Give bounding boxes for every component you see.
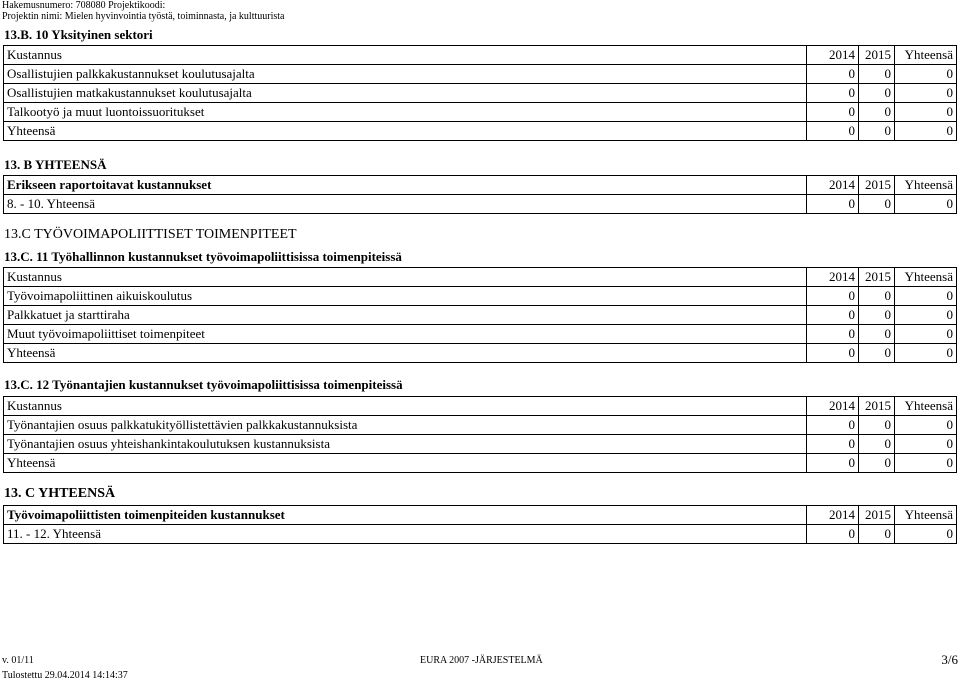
column-header-2014: 2014 — [807, 268, 859, 287]
row-label: Palkkatuet ja starttiraha — [4, 306, 807, 325]
table-total-row — [4, 122, 957, 141]
footer-printed: Tulostettu 29.04.2014 14:14:37 — [2, 670, 128, 681]
table-total-row — [4, 525, 957, 544]
column-header-cost: Työvoimapoliittisten toimenpiteiden kustannukset — [4, 506, 807, 525]
value-total: 0 — [895, 416, 957, 435]
value-2014: 0 — [807, 287, 859, 306]
section-title-b10: 13.B. 10 Yksityinen sektori — [4, 27, 153, 42]
value-2014: 0 — [807, 435, 859, 454]
value-2015: 0 — [859, 416, 895, 435]
row-label: Talkootyö ja muut luontoissuoritukset — [4, 103, 807, 122]
value-2015: 0 — [859, 84, 895, 103]
column-header-2015: 2015 — [859, 397, 895, 416]
table-c12 — [3, 396, 957, 473]
table-total-row — [4, 454, 957, 473]
row-label: Osallistujien matkakustannukset koulutusajalta — [4, 84, 807, 103]
section-title-c11: 13.C. 11 Työhallinnon kustannukset työvoimapoliittisissa toimenpiteissä — [4, 249, 402, 264]
value-total: 0 — [895, 122, 957, 141]
table-header-row — [4, 268, 957, 287]
table-total-row — [4, 195, 957, 214]
column-header-2015: 2015 — [859, 46, 895, 65]
row-label: 8. - 10. Yhteensä — [4, 195, 807, 214]
row-label: 11. - 12. Yhteensä — [4, 525, 807, 544]
row-label: Osallistujien palkkakustannukset koulutusajalta — [4, 65, 807, 84]
column-header-total: Yhteensä — [895, 46, 957, 65]
column-header-2014: 2014 — [807, 176, 859, 195]
value-2014: 0 — [807, 416, 859, 435]
section-title-c-total: 13. C YHTEENSÄ — [4, 486, 116, 501]
column-header-total: Yhteensä — [895, 176, 957, 195]
value-total: 0 — [895, 306, 957, 325]
table-header-row — [4, 46, 957, 65]
table-row — [4, 306, 957, 325]
row-label: Työnantajien osuus palkkatukityöllistettävien palkkakustannuksista — [4, 416, 807, 435]
value-2014: 0 — [807, 306, 859, 325]
table-total-row — [4, 344, 957, 363]
column-header-total: Yhteensä — [895, 506, 957, 525]
column-header-2014: 2014 — [807, 397, 859, 416]
row-label: Työnantajien osuus yhteishankintakoulutuksen kustannuksista — [4, 435, 807, 454]
column-header-cost: Kustannus — [4, 397, 807, 416]
project-name: Projektin nimi: Mielen hyvinvointia työstä, toiminnasta, ja kulttuurista — [2, 11, 285, 22]
column-header-2015: 2015 — [859, 268, 895, 287]
footer-version: v. 01/11 — [2, 655, 34, 666]
table-row — [4, 435, 957, 454]
row-label: Muut työvoimapoliittiset toimenpiteet — [4, 325, 807, 344]
value-total: 0 — [895, 65, 957, 84]
value-2015: 0 — [859, 525, 895, 544]
table-c11 — [3, 267, 957, 363]
row-label: Työvoimapoliittinen aikuiskoulutus — [4, 287, 807, 306]
table-header-row — [4, 176, 957, 195]
value-2015: 0 — [859, 195, 895, 214]
value-total: 0 — [895, 454, 957, 473]
table-c-total — [3, 505, 957, 544]
table-row — [4, 325, 957, 344]
column-header-cost: Kustannus — [4, 268, 807, 287]
value-2014: 0 — [807, 84, 859, 103]
application-number: Hakemusnumero: 708080 Projektikoodi: — [2, 0, 166, 11]
column-header-2014: 2014 — [807, 46, 859, 65]
column-header-2014: 2014 — [807, 506, 859, 525]
value-2014: 0 — [807, 122, 859, 141]
section-title-c: 13.C TYÖVOIMAPOLIITTISET TOIMENPITEET — [4, 227, 297, 242]
value-2015: 0 — [859, 306, 895, 325]
column-header-cost: Erikseen raportoitavat kustannukset — [4, 176, 807, 195]
table-row — [4, 287, 957, 306]
value-2015: 0 — [859, 65, 895, 84]
value-total: 0 — [895, 195, 957, 214]
value-total: 0 — [895, 287, 957, 306]
value-2014: 0 — [807, 325, 859, 344]
column-header-total: Yhteensä — [895, 397, 957, 416]
footer-system: EURA 2007 -JÄRJESTELMÄ — [420, 655, 543, 666]
value-2014: 0 — [807, 525, 859, 544]
table-b10 — [3, 45, 957, 141]
table-row — [4, 65, 957, 84]
table-row — [4, 416, 957, 435]
value-total: 0 — [895, 103, 957, 122]
section-title-b-total: 13. B YHTEENSÄ — [4, 157, 107, 172]
table-b-total — [3, 175, 957, 214]
row-label: Yhteensä — [4, 344, 807, 363]
value-2014: 0 — [807, 195, 859, 214]
value-total: 0 — [895, 84, 957, 103]
table-row — [4, 103, 957, 122]
table-row — [4, 84, 957, 103]
footer-page-number: 3/6 — [941, 652, 958, 667]
value-2015: 0 — [859, 454, 895, 473]
column-header-2015: 2015 — [859, 506, 895, 525]
value-2015: 0 — [859, 435, 895, 454]
table-header-row — [4, 397, 957, 416]
value-2014: 0 — [807, 344, 859, 363]
column-header-2015: 2015 — [859, 176, 895, 195]
value-2015: 0 — [859, 325, 895, 344]
column-header-total: Yhteensä — [895, 268, 957, 287]
row-label: Yhteensä — [4, 454, 807, 473]
value-2014: 0 — [807, 454, 859, 473]
value-total: 0 — [895, 325, 957, 344]
value-total: 0 — [895, 525, 957, 544]
value-2015: 0 — [859, 287, 895, 306]
value-total: 0 — [895, 344, 957, 363]
table-header-row — [4, 506, 957, 525]
value-total: 0 — [895, 435, 957, 454]
value-2014: 0 — [807, 103, 859, 122]
value-2015: 0 — [859, 122, 895, 141]
value-2015: 0 — [859, 344, 895, 363]
value-2015: 0 — [859, 103, 895, 122]
column-header-cost: Kustannus — [4, 46, 807, 65]
value-2014: 0 — [807, 65, 859, 84]
section-title-c12: 13.C. 12 Työnantajien kustannukset työvoimapoliittisissa toimenpiteissä — [4, 377, 403, 392]
row-label: Yhteensä — [4, 122, 807, 141]
